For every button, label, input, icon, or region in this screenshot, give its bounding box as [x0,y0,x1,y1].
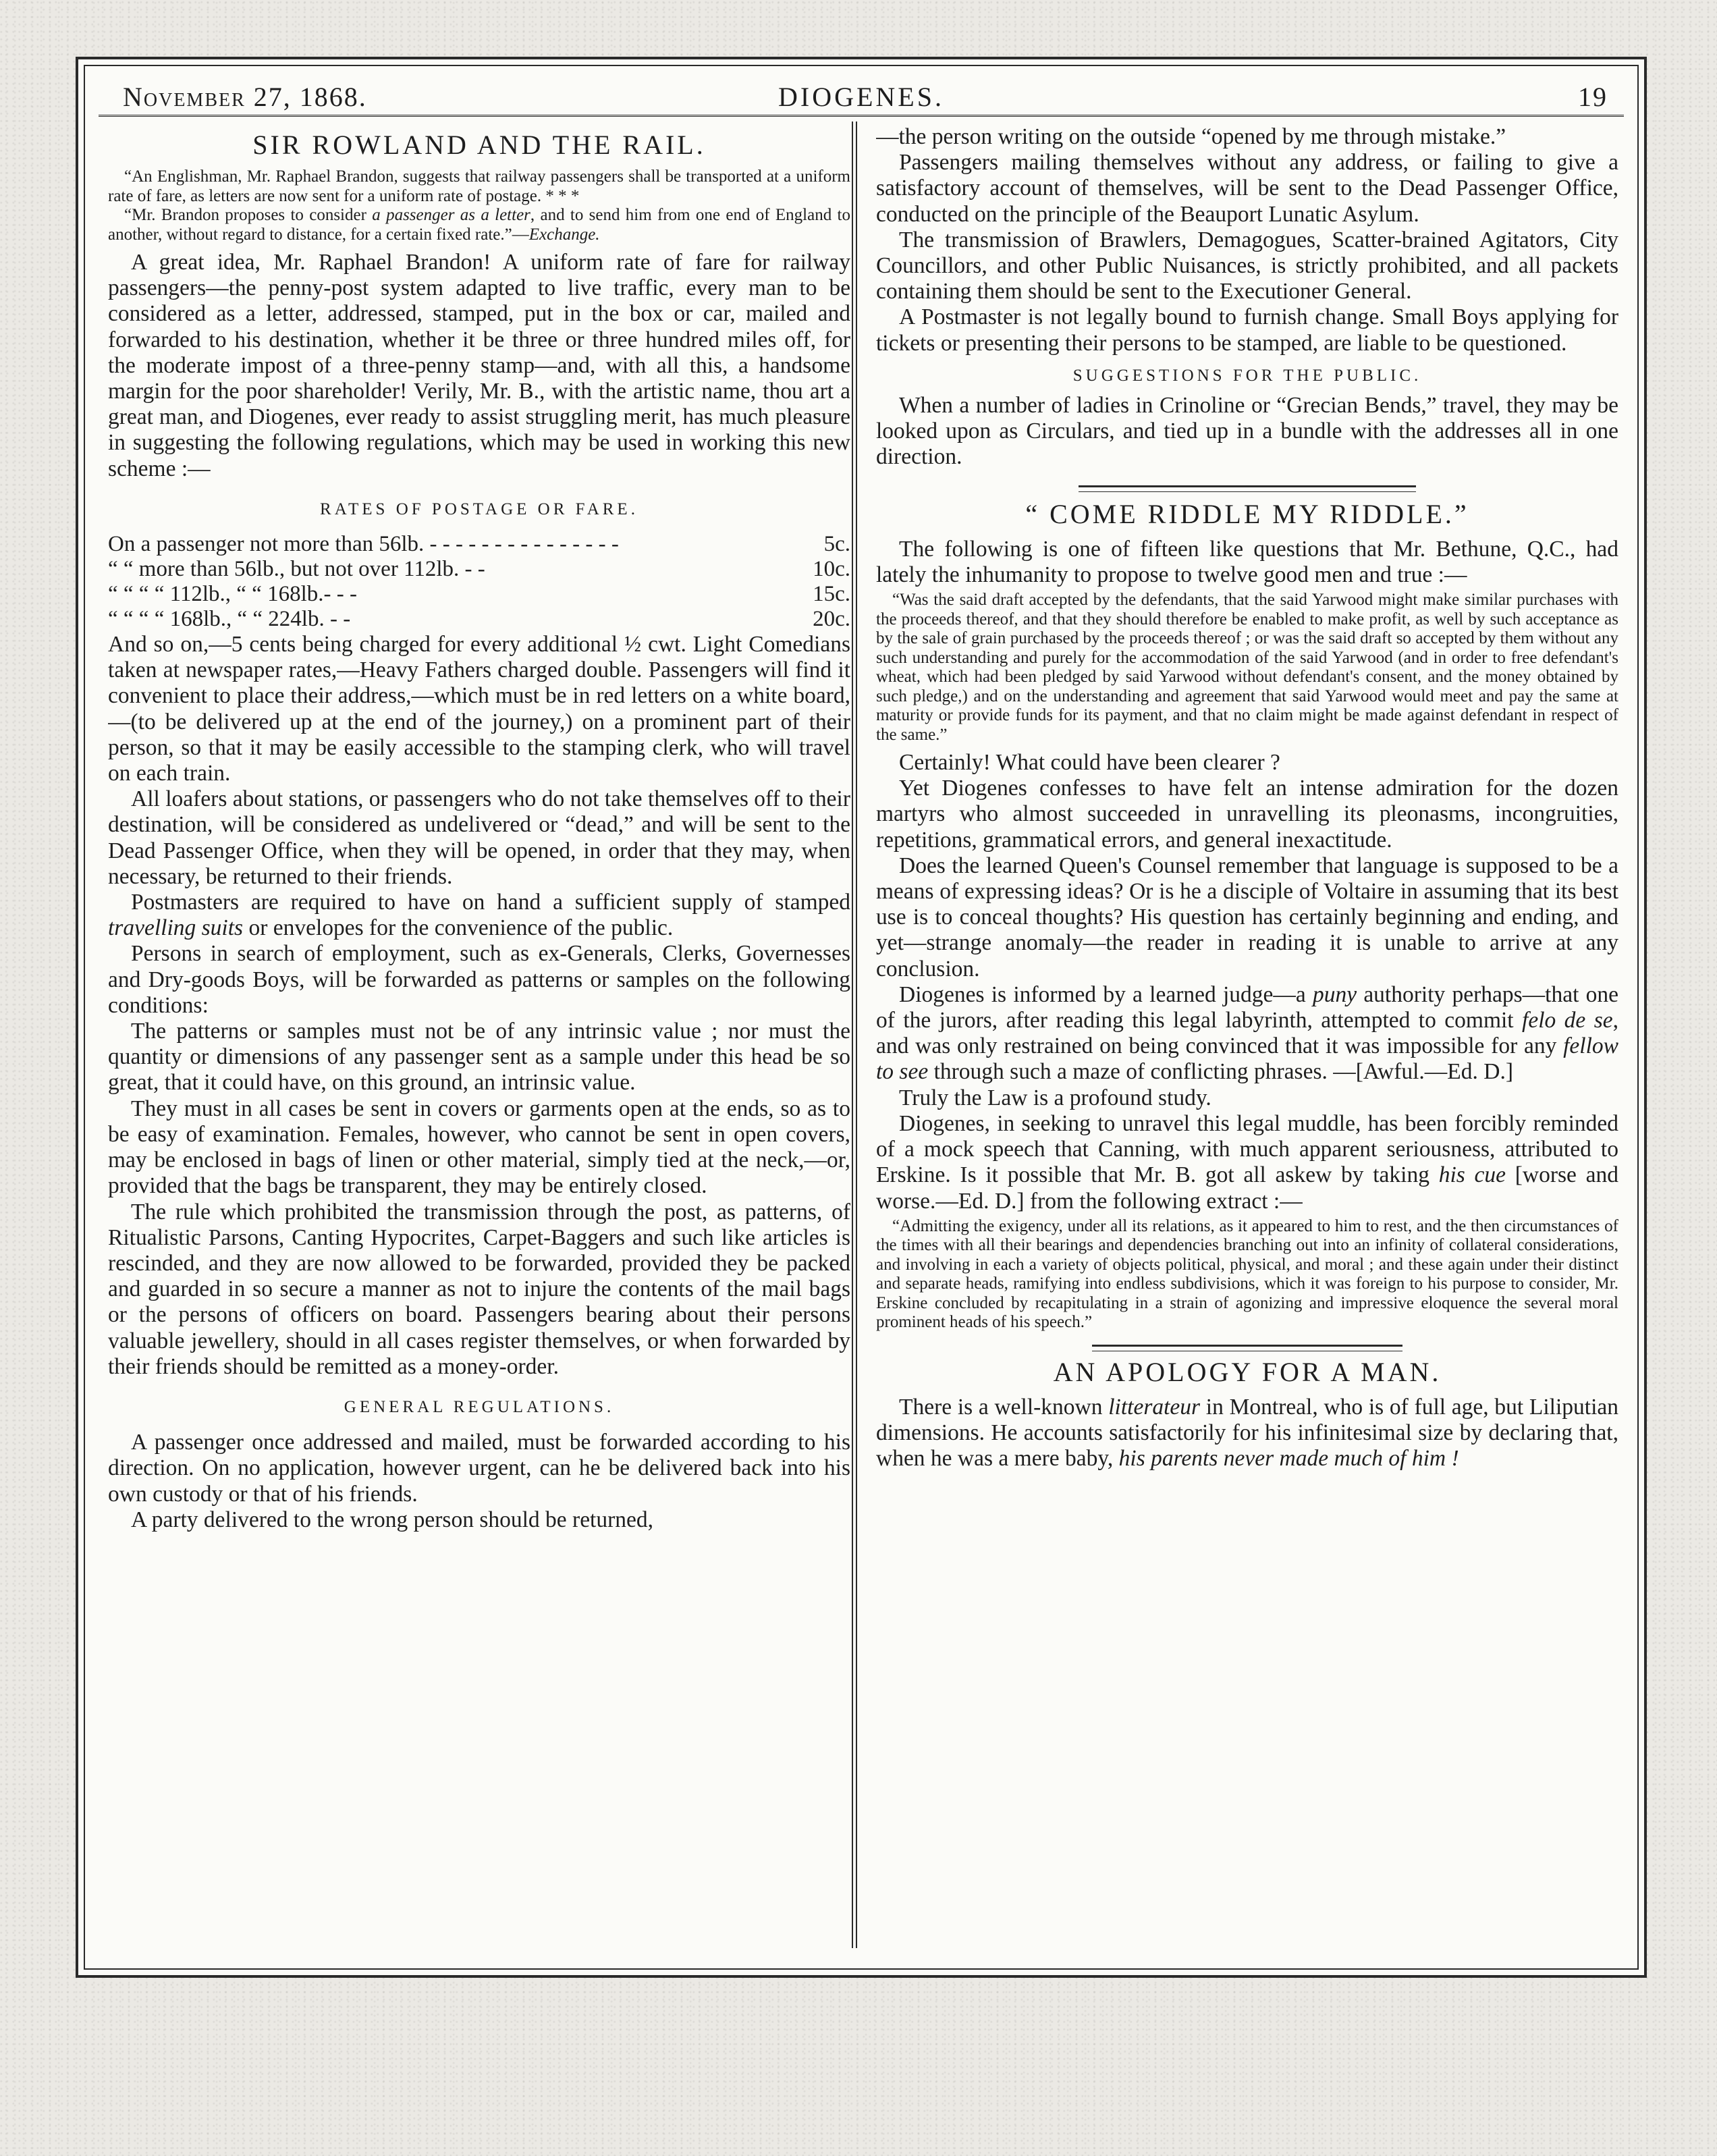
paragraph: The following is one of fifteen like questions that Mr. Bethune, Q.C., had lately the inhumanity to propose to twelve good men and true :— [876,536,1618,587]
paragraph: Passengers mailing themselves without any address, or failing to give a satisfactory account of themselves, will be sent to the Dead Passenger Office, conducted on the principle of the Beauport Lunatic Asylum. [876,150,1618,227]
paragraph: Postmasters are required to have on hand a sufficient supply of stamped travelling suits or envelopes for the convenience of the public. [108,890,850,941]
page-number: 19 [1578,82,1608,112]
paragraph: The rule which prohibited the transmission through the post, as patterns, of Ritualistic Parsons, Canting Hypocrites, Carpet-Baggers and such like articles is rescinded, and they are now allowed to be forwarded, provided they be packed and guarded in so secure a manner as not to injure the contents of the mail bags or the persons of officers on board. Passengers bearing about their persons valuable jewellery, should in all cases register themselves, or when forwarded by their friends should be remitted as a money-order. [108,1199,850,1379]
paragraph: The patterns or samples must not be of any intrinsic value ; nor must the quantity or dimensions of any passenger sent as a sample under this head be so great, that it could have, on this ground, an intrinsic value. [108,1019,850,1096]
running-head [99,72,1624,117]
column-divider [852,122,857,1948]
issue-date: November 27, 1868. [123,82,367,112]
paragraph: Yet Diogenes confesses to have felt an intense admiration for the dozen martyrs who almost succeeded in unravelling its pleonasms, incongruities, repetitions, grammatical errors, and general inexactitude. [876,776,1618,853]
paragraph: Diogenes is informed by a learned judge—a puny authority perhaps—that one of the jurors, after reading this legal labyrinth, attempted to commit felo de se, and was only restrained on being convinced that it was impossible for any fellow to see through such a maze of conflicting phrases. —[Awful.—Ed. D.] [876,981,1618,1085]
rates-table [108,532,850,632]
rate-row: “ “ more than 56lb., but not over 112lb. - - 10c. [108,557,850,582]
paragraph: All loafers about stations, or passengers who do not take themselves off to their destination, will be considered as undelivered or “dead,” and will be sent to the Dead Passenger Office, when they will be opened, in order that they may, when necessary, be returned to their friends. [108,786,850,889]
quote-paragraph: “An Englishman, Mr. Raphael Brandon, suggests that railway passengers shall be transported at a uniform rate of fare, as letters are now sent for a uniform rate of postage. * * * [108,167,850,205]
paragraph: A great idea, Mr. Raphael Brandon! A uniform rate of fare for railway passengers—the penny-post system adapted to live traffic, every man to be considered as a letter, addressed, stamped, put in the box or car, mailed and forwarded to his destination, whether it be three or three hundred miles off, for the moderate impost of a three-penny stamp—and, with all this, a handsome margin for the poor shareholder! Verily, Mr. B., with the artistic name, thou art a great man, and Diogenes, ever ready to assist struggling merit, has much pleasure in suggesting the following regulations, which may be used in working this new scheme :— [108,250,850,481]
paragraph: Persons in search of employment, such as ex-Generals, Clerks, Governesses and Dry-goods Boys, will be forwarded as patterns or samples on the following conditions: [108,941,850,1018]
paragraph: Truly the Law is a profound study. [899,1085,1211,1110]
paragraph: A passenger once addressed and mailed, must be forwarded according to his direction. On no application, however urgent, can he be delivered back into his own custody or that of his friends. [108,1430,850,1507]
paragraph: A Postmaster is not legally bound to furnish change. Small Boys applying for tickets or presenting their persons to be stamped, are liable to be questioned. [876,304,1618,356]
rate-row: On a passenger not more than 56lb. - - - - - - - - - - - - - - - 5c. [108,532,850,557]
paragraph: —the person writing on the outside “opened by me through mistake.” [876,124,1506,149]
section-heading: SUGGESTIONS FOR THE PUBLIC. [1072,366,1422,385]
paragraph: Diogenes, in seeking to unravel this legal muddle, has been forcibly reminded of a mock speech that Canning, with much apparent seriousness, attributed to Erskine. Is it possible that Mr. B. got all askew by taking his cue [worse and worse.—Ed. D.] from the following extract :— [876,1110,1618,1214]
publication-title: DIOGENES. [778,82,944,112]
section-heading: RATES OF POSTAGE OR FARE. [320,500,638,518]
section-heading: GENERAL REGULATIONS. [344,1397,615,1416]
paragraph: And so on,—5 cents being charged for every additional ½ cwt. Light Comedians taken at newspaper rates,—Heavy Fathers charged double. Passengers will find it convenient to place their address,—which must be in red letters on a white board,—(to be delivered up at the end of the journey,) on a prominent part of their person, so that it may be easily accessible to the stamping clerk, who will travel on each train. [108,632,850,786]
quoted-question: “Was the said draft accepted by the defendants, that the said Yarwood might make similar purchases with the proceeds thereof, and that they should therefore be enabled to make profit, as well by such acceptance as by the sale of grain purchased by the proceeds thereof ; or was the said draft so accepted by them without any such understanding and purely for the accommodation of the said Yarwood (and in order to free defendant's wheat, which had been pledged by said Yarwood without defendant's consent, and the money obtained by such pledge,) and on the understanding and agreement that said Yarwood would meet and pay the same at maturity or provide funds for its payment, and that no claim might be made against defendant in respect of the same.” [876,591,1618,744]
paragraph: When a number of ladies in Crinoline or “Grecian Bends,” travel, they may be looked upon as Circulars, and tied up in a bundle with the addresses all in one direction. [876,393,1618,470]
paragraph: There is a well-known litterateur in Montreal, who is of full age, but Liliputian dimensions. He accounts satisfactorily for his infinitesimal size by declaring that, when he was a mere baby, his parents never made much of him ! [876,1394,1618,1472]
paragraph: Does the learned Queen's Counsel remember that language is supposed to be a means of expressing ideas? Or is he a disciple of Voltaire in assuming that its best use is to conceal thoughts? His question has certainly beginning and ending, and yet—strange anomaly—the reader in reading it is unable to arrive at any conclusion. [876,853,1618,981]
newspaper-page [76,57,1647,1978]
paragraph: Certainly! What could have been clearer ? [899,750,1280,776]
right-column [876,124,1618,1947]
quoted-extract: “Admitting the exigency, under all its relations, as it appeared to him to rest, and the then circumstances of the times with all their bearings and dependencies branching out into an infinity of collateral considerations, and involving in each a variety of objects political, physical, and moral ; and these again under their distinct and separate heads, ramifying into endless subdivisions, which it was foreign to his purpose to consider, Mr. Erskine concluded by recapitulating in a strain of agonizing and impressive eloquence the several moral prominent heads of his speech.” [876,1216,1618,1332]
section-rule [1092,1345,1402,1351]
section-rule [1079,485,1416,492]
rate-row: “ “ “ “ 112lb., “ “ 168lb.- - - 15c. [108,582,850,607]
epigraph-quote [108,167,850,244]
article-title: SIR ROWLAND AND THE RAIL. [252,130,706,160]
quote-paragraph: “Mr. Brandon proposes to consider a passenger as a letter, and to send him from one end of England to another, without regard to distance, for a certain fixed rate.”—Exchange. [108,206,850,244]
article-title: AN APOLOGY FOR A MAN. [1053,1356,1442,1387]
paragraph: They must in all cases be sent in covers or garments open at the ends, so as to be easy of examination. Females, however, who cannot be sent in open covers, may be enclosed in bags of linen or other material, simply tied at the neck,—or, provided that the bags be transparent, they may be entirely closed. [108,1096,850,1199]
paragraph: A party delivered to the wrong person should be returned, [131,1507,654,1532]
article-title: “ COME RIDDLE MY RIDDLE.” [1025,498,1469,529]
paragraph: The transmission of Brawlers, Demagogues, Scatter-brained Agitators, City Councillors, and other Public Nuisances, is strictly prohibited, and all packets containing them should be sent to the Executioner General. [876,227,1618,304]
left-column [108,124,850,1947]
rate-row: “ “ “ “ 168lb., “ “ 224lb. - - 20c. [108,607,850,632]
